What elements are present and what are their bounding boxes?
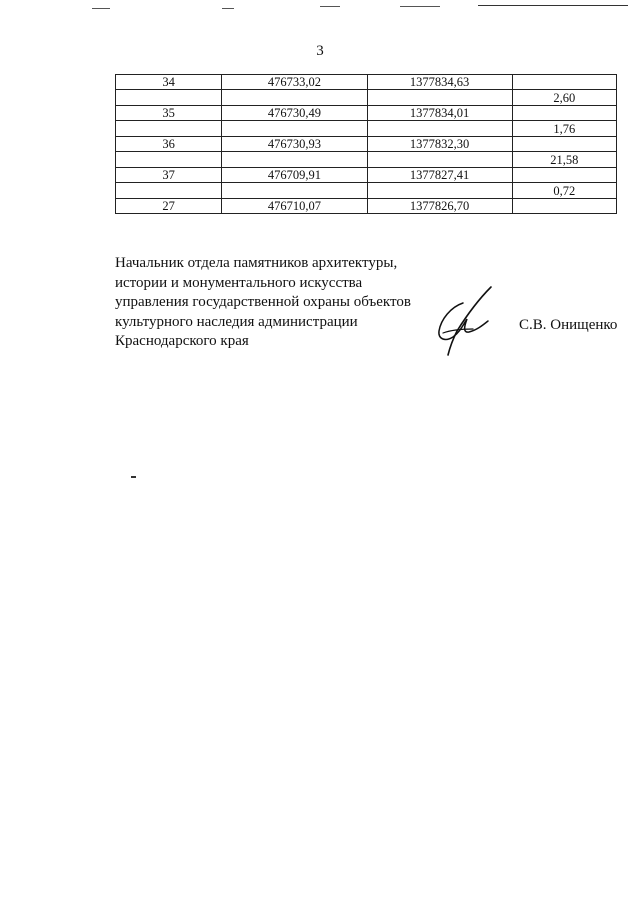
scan-mark (92, 8, 110, 9)
handwritten-signature (433, 285, 505, 357)
signatory-title-line: Начальник отдела памятников архитектуры, (115, 255, 398, 271)
signatory-title (115, 254, 411, 352)
distance-cell (512, 199, 616, 214)
scan-mark (320, 6, 340, 7)
x-coordinate-cell (222, 183, 367, 199)
point-number-cell (116, 121, 222, 137)
point-number-cell (116, 90, 222, 106)
point-number-cell: 36 (116, 137, 222, 152)
distance-row (116, 121, 617, 137)
point-number-cell: 35 (116, 106, 222, 121)
y-coordinate-cell: 1377834,63 (367, 75, 512, 90)
y-coordinate-cell: 1377826,70 (367, 199, 512, 214)
scan-mark (222, 8, 234, 9)
distance-cell (512, 75, 616, 90)
point-number-cell: 34 (116, 75, 222, 90)
point-number-cell: 27 (116, 199, 222, 214)
signatory-title-line: Краснодарского края (115, 333, 249, 349)
x-coordinate-cell: 476730,49 (222, 106, 367, 121)
distance-cell (512, 106, 616, 121)
distance-row (116, 152, 617, 168)
y-coordinate-cell: 1377832,30 (367, 137, 512, 152)
distance-cell: 21,58 (512, 152, 616, 168)
signatory-title-line: культурного наследия администрации (115, 313, 358, 330)
x-coordinate-cell: 476733,02 (222, 75, 367, 90)
y-coordinate-cell (367, 90, 512, 106)
y-coordinate-cell: 1377834,01 (367, 106, 512, 121)
x-coordinate-cell (222, 152, 367, 168)
y-coordinate-cell (367, 183, 512, 199)
y-coordinate-cell: 1377827,41 (367, 168, 512, 183)
point-number-cell: 37 (116, 168, 222, 183)
signatory-title-line: управления государственной охраны объектов (115, 294, 411, 310)
x-coordinate-cell: 476709,91 (222, 168, 367, 183)
point-row (116, 106, 617, 121)
signatory-title-line: истории и монументального искусства (115, 274, 363, 291)
coordinates-table (115, 74, 617, 214)
distance-cell: 1,76 (512, 121, 616, 137)
x-coordinate-cell: 476710,07 (222, 199, 367, 214)
distance-cell: 0,72 (512, 183, 616, 199)
signer-name: С.В. Онищенко (519, 317, 618, 333)
point-row (116, 199, 617, 214)
point-row (116, 168, 617, 183)
x-coordinate-cell (222, 121, 367, 137)
point-row (116, 137, 617, 152)
point-number-cell (116, 183, 222, 199)
y-coordinate-cell (367, 121, 512, 137)
distance-row (116, 90, 617, 106)
distance-cell: 2,60 (512, 90, 616, 106)
distance-cell (512, 168, 616, 183)
point-number-cell (116, 152, 222, 168)
point-row (116, 75, 617, 90)
scan-mark (478, 5, 628, 6)
x-coordinate-cell: 476730,93 (222, 137, 367, 152)
page-number: 3 (316, 43, 324, 59)
distance-cell (512, 137, 616, 152)
scan-speck (131, 476, 136, 478)
distance-row (116, 183, 617, 199)
scan-mark (400, 6, 440, 7)
y-coordinate-cell (367, 152, 512, 168)
x-coordinate-cell (222, 90, 367, 106)
